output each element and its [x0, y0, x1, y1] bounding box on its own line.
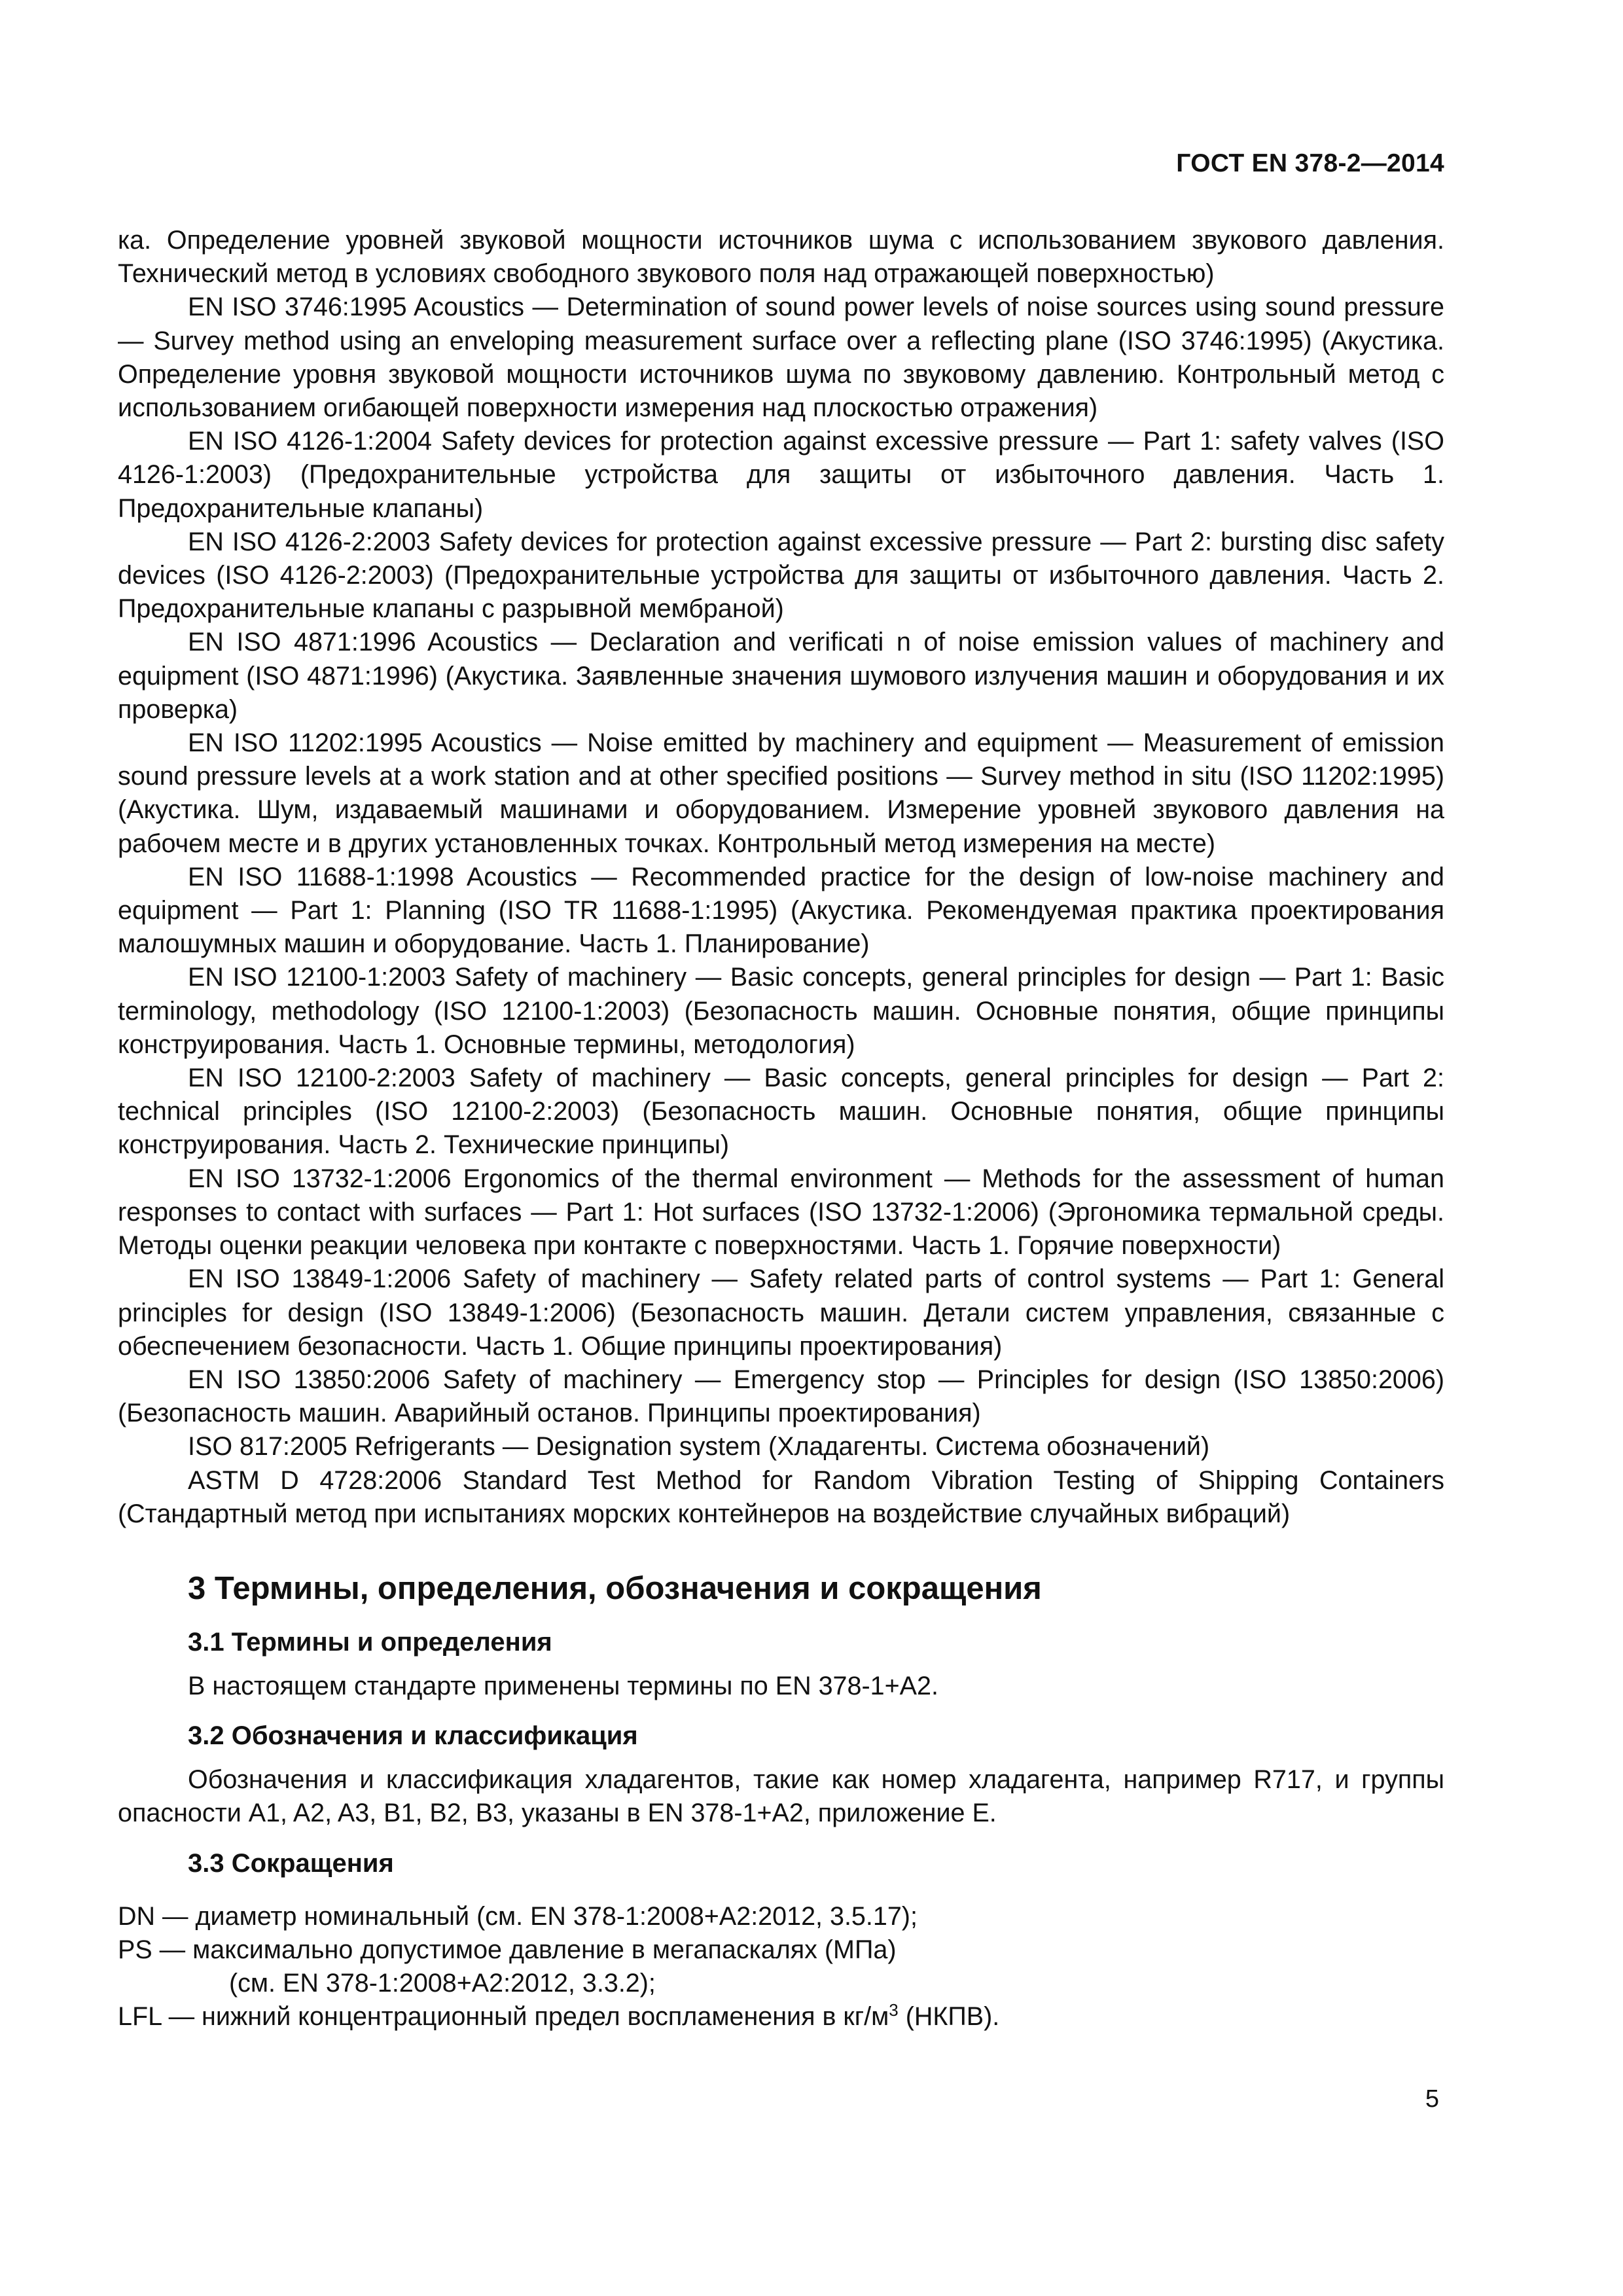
abbreviation-lfl-superscript: 3: [889, 2000, 899, 2020]
reference-iso-3746: EN ISO 3746:1995 Acoustics — Determination of sound power levels of noise sources using sound pressure — Survey method using an enveloping measurement surface over a reflecting plane (ISO 3746:1995) (Акустика. Определение уровня звуковой мощности источников шума по звуковому давлению. Контрольный метод с использованием огибающей поверхности измерения над плоскостью отражения): [118, 293, 1444, 423]
abbreviation-dn: DN — диаметр номинальный (см. EN 378-1:2008+A2:2012, 3.5.17);: [118, 1901, 918, 1931]
abbreviation-lfl: [118, 2000, 1444, 2034]
document-code-header: ГОСТ EN 378-2—2014: [1176, 149, 1444, 177]
reference-astm-d-4728: ASTM D 4728:2006 Standard Test Method for Random Vibration Testing of Shipping Containers (Стандартный метод при испытаниях морских контейнеров на воздействие случайных вибраций): [118, 1465, 1444, 1528]
page-number: 5: [1425, 2085, 1439, 2113]
section-3-heading: 3 Термины, определения, обозначения и сокращения: [188, 1570, 1042, 1606]
reference-iso-11202: EN ISO 11202:1995 Acoustics — Noise emitted by machinery and equipment — Measurement of emission sound pressure levels at a work station and at other specified positions — Survey method in situ (ISO 11202:1995) (Акустика. Шум, издаваемый машинами и оборудованием. Измерение уровней звукового давления на рабочем месте и в других установленных точках. Контрольный метод измерения на месте): [118, 728, 1444, 858]
subsection-3-1-text: В настоящем стандарте применены термины по EN 378-1+A2.: [188, 1671, 938, 1700]
reference-iso-817: ISO 817:2005 Refrigerants — Designation system (Хладагенты. Система обозначений): [188, 1432, 1210, 1462]
abbreviation-lfl-text: LFL — нижний концентрационный предел воспламенения в кг/м: [118, 2002, 889, 2032]
document-body: [118, 224, 1444, 2034]
reference-iso-13732-1: EN ISO 13732-1:2006 Ergonomics of the thermal environment — Methods for the assessment of human responses to contact with surfaces — Part 1: Hot surfaces (ISO 13732-1:2006) (Эргономика термальной среды. Методы оценки реакции человека при контакте с поверхностями. Часть 1. Горячие поверхности): [118, 1164, 1444, 1261]
reference-iso-13849-1: EN ISO 13849-1:2006 Safety of machinery — Safety related parts of control systems — Part 1: General principles for design (ISO 13849-1:2006) (Безопасность машин. Детали систем управления, связанные с обеспечением безопасности. Часть 1. Общие принципы проектирования): [118, 1265, 1444, 1361]
abbreviation-ps: PS — максимально допустимое давление в мегапаскалях (МПа): [118, 1935, 897, 1964]
reference-iso-4126-2: EN ISO 4126-2:2003 Safety devices for protection against excessive pressure — Part 2: bursting disc safety devices (ISO 4126-2:2003) (Предохранительные устройства для защиты от избыточного давления. Часть 2. Предохранительные клапаны с разрывной мембраной): [118, 527, 1444, 624]
reference-iso-4871: EN ISO 4871:1996 Acoustics — Declaration and verificati n of noise emission values of machinery and equipment (ISO 4871:1996) (Акустика. Заявленные значения шумового излучения машин и оборудования и их проверка): [118, 628, 1444, 724]
reference-iso-4126-1: EN ISO 4126-1:2004 Safety devices for protection against excessive pressure — Part 1: safety valves (ISO 4126-1:2003) (Предохранительные устройства для защиты от избыточного давления. Часть 1. Предохранительные клапаны): [118, 427, 1444, 523]
reference-iso-12100-1: EN ISO 12100-1:2003 Safety of machinery — Basic concepts, general principles for design — Part 1: Basic terminology, methodology (ISO 12100-1:2003) (Безопасность машин. Основные понятия, общие принципы конструирования. Часть 1. Основные термины, методология): [118, 963, 1444, 1059]
reference-iso-12100-2: EN ISO 12100-2:2003 Safety of machinery — Basic concepts, general principles for design — Part 2: technical principles (ISO 12100-2:2003) (Безопасность машин. Основные понятия, общие принципы конструирования. Часть 2. Технические принципы): [118, 1064, 1444, 1160]
subsection-3-2-heading: 3.2 Обозначения и классификация: [188, 1721, 638, 1751]
reference-continuation: ка. Определение уровней звуковой мощности источников шума с использованием звукового давления. Технический метод в условиях свободного звукового поля над отражающей поверхностью): [118, 226, 1444, 289]
subsection-3-2-text: Обозначения и классификация хладагентов, такие как номер хладагента, например R717, и группы опасности A1, A2, A3, B1, B2, B3, указаны в EN 378-1+A2, приложение Е.: [118, 1765, 1444, 1828]
subsection-3-1-heading: 3.1 Термины и определения: [188, 1627, 552, 1657]
abbreviation-ps-continuation: (см. EN 378-1:2008+A2:2012, 3.3.2);: [229, 1968, 656, 1998]
abbreviation-lfl-tail: (НКПВ).: [898, 2002, 1000, 2032]
subsection-3-3-heading: 3.3 Сокращения: [188, 1848, 394, 1878]
abbreviations-list: [118, 1900, 1444, 2034]
reference-iso-11688-1: EN ISO 11688-1:1998 Acoustics — Recommended practice for the design of low-noise machinery and equipment — Part 1: Planning (ISO TR 11688-1:1995) (Акустика. Рекомендуемая практика проектирования малошумных машин и оборудование. Часть 1. Планирование): [118, 862, 1444, 959]
reference-iso-13850: EN ISO 13850:2006 Safety of machinery — Emergency stop — Principles for design (ISO 13850:2006) (Безопасность машин. Аварийный останов. Принципы проектирования): [118, 1365, 1444, 1428]
